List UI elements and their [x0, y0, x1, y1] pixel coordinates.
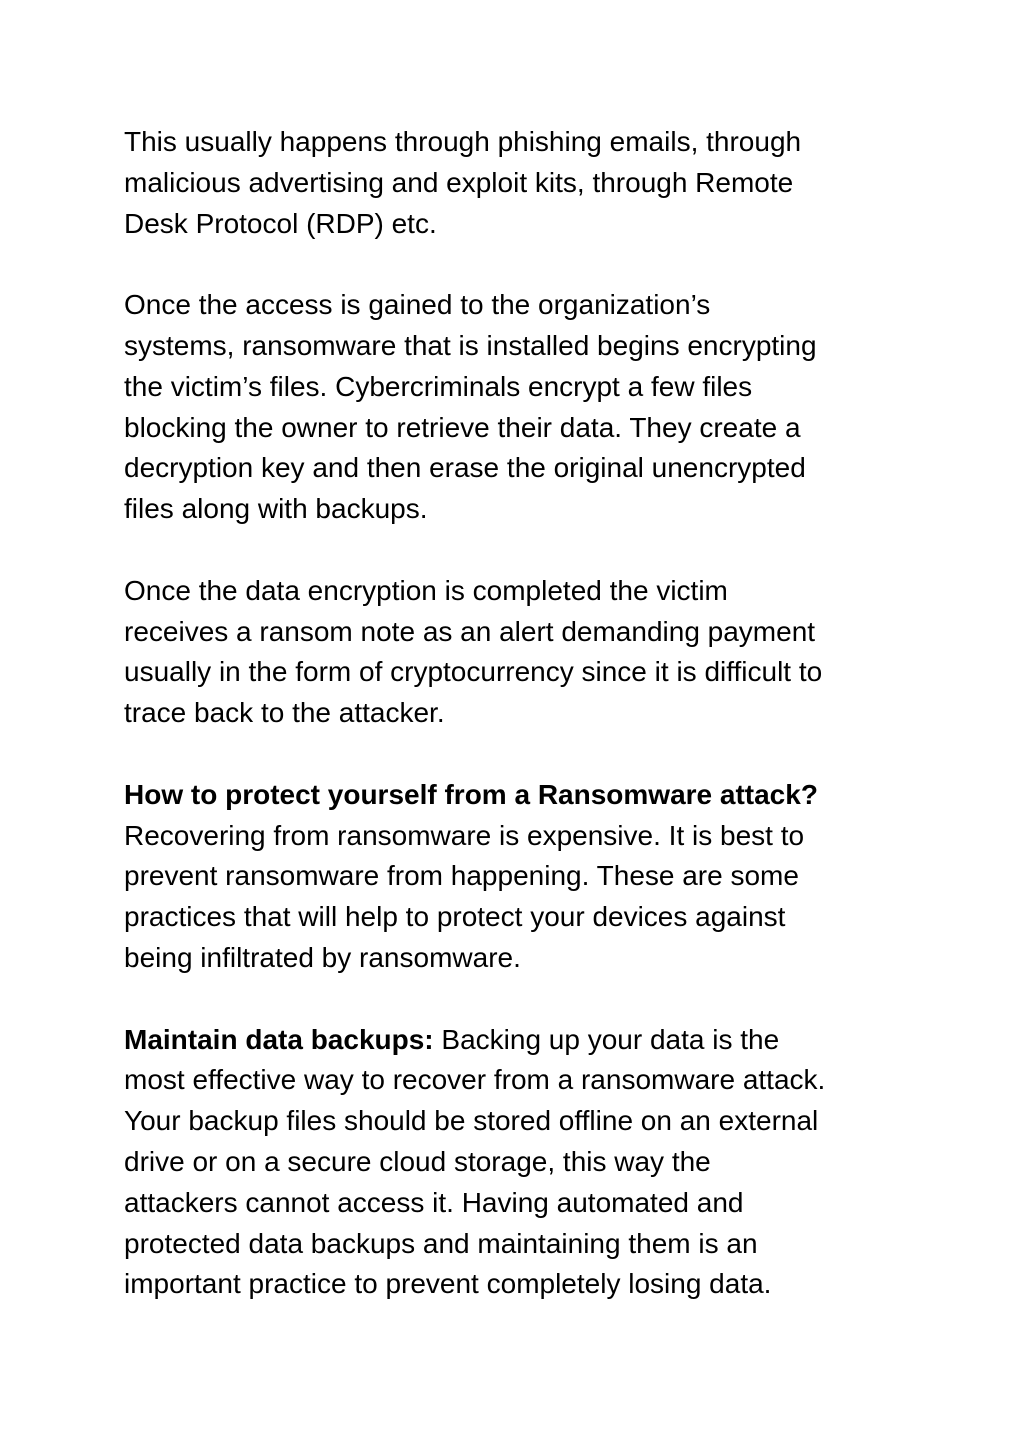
paragraph-spacer — [124, 530, 924, 571]
section-lead: Maintain data backups: — [124, 1023, 434, 1055]
text-line: most effective way to recover from a ransomware attack. — [124, 1064, 826, 1096]
paragraph-phishing — [124, 122, 924, 244]
text-line: important practice to prevent completely losing data. — [124, 1268, 772, 1300]
text-line: Once the data encryption is completed the victim — [124, 574, 728, 606]
text-line — [124, 1020, 924, 1061]
text-line: receives a ransom note as an alert demanding payment — [124, 615, 816, 647]
section-backups — [124, 1020, 924, 1306]
text-line: Desk Protocol (RDP) etc. — [124, 207, 437, 239]
text-line: protected data backups and maintaining them is an — [124, 1227, 758, 1259]
paragraph-spacer — [124, 734, 924, 775]
text-line: being infiltrated by ransomware. — [124, 941, 521, 973]
section-protect — [124, 775, 924, 979]
text-line: drive or on a secure cloud storage, this way the — [124, 1145, 711, 1177]
text-line: files along with backups. — [124, 493, 428, 525]
paragraph-spacer — [124, 979, 924, 1020]
document-page — [124, 122, 924, 1305]
text-line: practices that will help to protect your devices against — [124, 901, 786, 933]
text-line: trace back to the attacker. — [124, 697, 445, 729]
text-line: attackers cannot access it. Having automated and — [124, 1186, 744, 1218]
paragraph-encryption — [124, 285, 924, 530]
text-line: malicious advertising and exploit kits, through Remote — [124, 166, 794, 198]
paragraph-spacer — [124, 244, 924, 285]
text-line: blocking the owner to retrieve their data. They create a — [124, 411, 801, 443]
text-line: prevent ransomware from happening. These are some — [124, 860, 799, 892]
section-lead-rest: Backing up your data is the — [433, 1023, 780, 1055]
text-line: This usually happens through phishing emails, through — [124, 126, 802, 157]
text-line: Once the access is gained to the organization’s — [124, 289, 711, 321]
text-line: Your backup files should be stored offline on an external — [124, 1105, 819, 1137]
text-line: systems, ransomware that is installed begins encrypting — [124, 329, 817, 361]
text-line: decryption key and then erase the original unencrypted — [124, 452, 806, 484]
paragraph-ransom-note — [124, 571, 924, 734]
section-heading: How to protect yourself from a Ransomware attack? — [124, 778, 818, 810]
text-line: Recovering from ransomware is expensive. It is best to — [124, 819, 805, 851]
text-line: the victim’s files. Cybercriminals encrypt a few files — [124, 370, 753, 402]
text-line: usually in the form of cryptocurrency since it is difficult to — [124, 656, 823, 688]
